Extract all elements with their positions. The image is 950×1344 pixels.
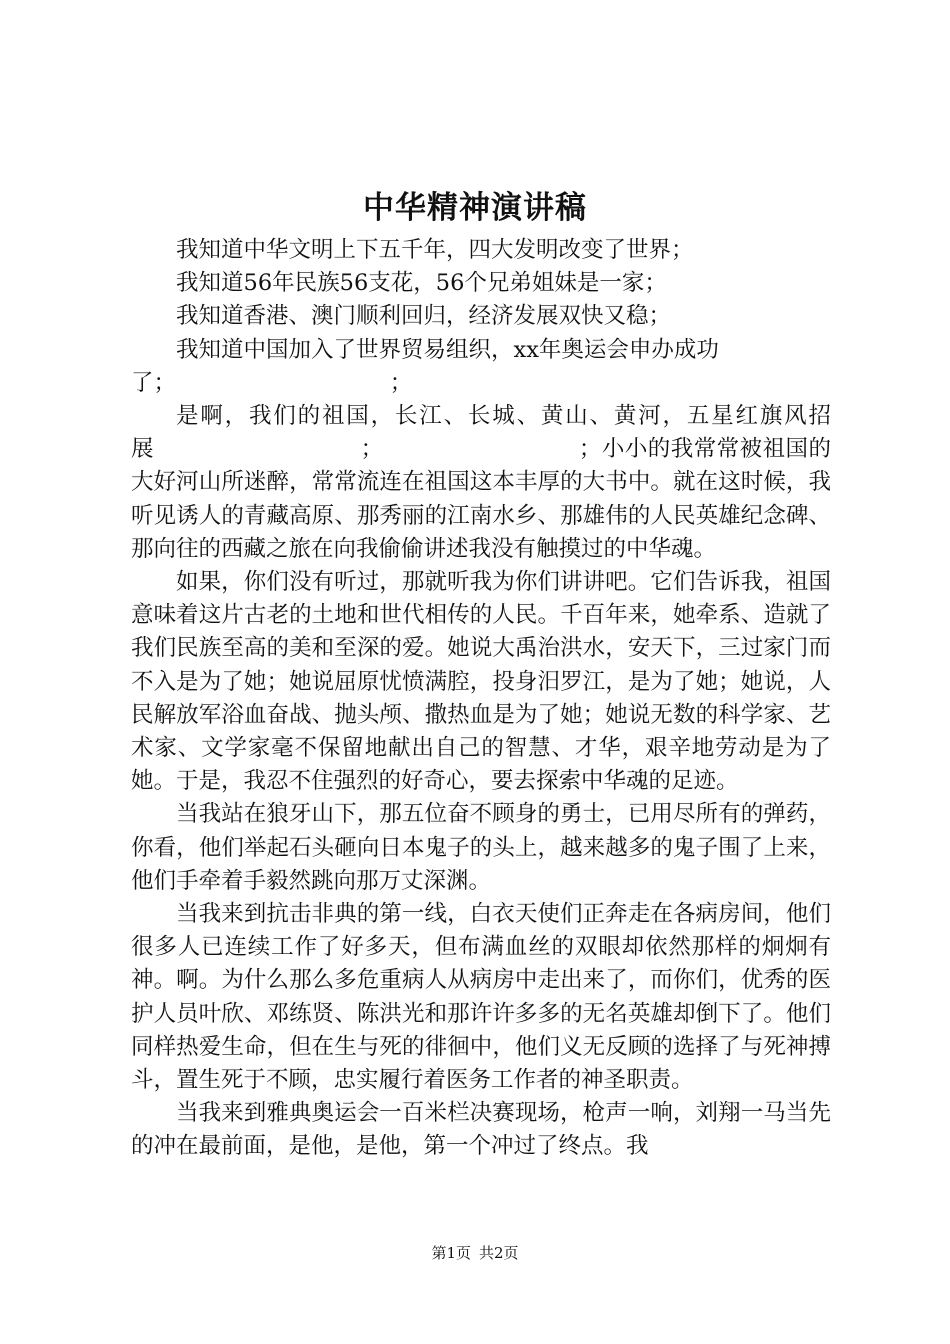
paragraph-6: 如果，你们没有听过，那就听我为你们讲讲吧。它们告诉我，祖国意味着这片古老的土地和世代相传的人民。千百年来，她牵系、造就了我们民族至高的美和至深的爱。她说大禹治洪水，安天下，三过家门而不入是为了她；她说屈原忧愤满腔，投身汨罗江，是为了她；她说，人民解放军浴血奋战、抛头颅、撒热血是为了她；她说无数的科学家、艺术家、文学家毫不保留地献出自己的智慧、才华，艰辛地劳动是为了她。于是，我忍不住强烈的好奇心，要去探索中华魂的足迹。 — [131, 569, 831, 795]
paragraph-5: 是啊，我们的祖国，长江、长城、黄山、黄河，五星红旗风招展 ； ；小小的我常常被祖国的大好河山所迷醉，常常流连在祖国这本丰厚的大书中。就在这时候，我听见诱人的青藏高原、那秀丽的江南水乡、那雄伟的人民英雄纪念碑、那向往的西藏之旅在向我偷偷讲述我没有触摸过的中华魂。 — [131, 403, 831, 562]
paragraph-1: 我知道中华文明上下五千年，四大发明改变了世界； — [176, 237, 694, 263]
paragraph-9: 当我来到雅典奥运会一百米栏决赛现场，枪声一响，刘翔一马当先的冲在最前面，是他，是他，第一个冲过了终点。我 — [131, 1100, 831, 1160]
document-body — [131, 234, 831, 1164]
page-total: 共2页 — [479, 1244, 519, 1262]
paragraph-8: 当我来到抗击非典的第一线，白衣天使们正奔走在各病房间，他们很多人已连续工作了好多天，但布满血丝的双眼却依然那样的炯炯有神。啊。为什么那么多危重病人从病房中走出来了，而你们，优秀的医护人员叶欣、邓练贤、陈洪光和那许许多多的无名英雄却倒下了。他们同样热爱生命，但在生与死的徘徊中，他们义无反顾的选择了与死神搏斗，置生死于不顾，忠实履行着医务工作者的神圣职责。 — [131, 901, 831, 1094]
paragraph-3: 我知道香港、澳门顺利回归，经济发展双快又稳； — [176, 303, 672, 330]
paragraph-4: 我知道中国加入了世界贸易组织，xx年奥运会申办成功了； ； — [131, 336, 719, 396]
paragraph-7: 当我站在狼牙山下，那五位奋不顾身的勇士，已用尽所有的弹药，你看，他们举起石头砸向日本鬼子的头上，越来越多的鬼子围了上来，他们手牵着手毅然跳向那万丈深渊。 — [131, 801, 831, 894]
paragraph-2: 我知道56年民族56支花，56个兄弟姐妹是一家； — [176, 270, 667, 297]
document-title: 中华精神演讲稿 — [363, 190, 587, 226]
page-number: 第1页 — [431, 1244, 471, 1262]
page-footer — [0, 1243, 950, 1263]
